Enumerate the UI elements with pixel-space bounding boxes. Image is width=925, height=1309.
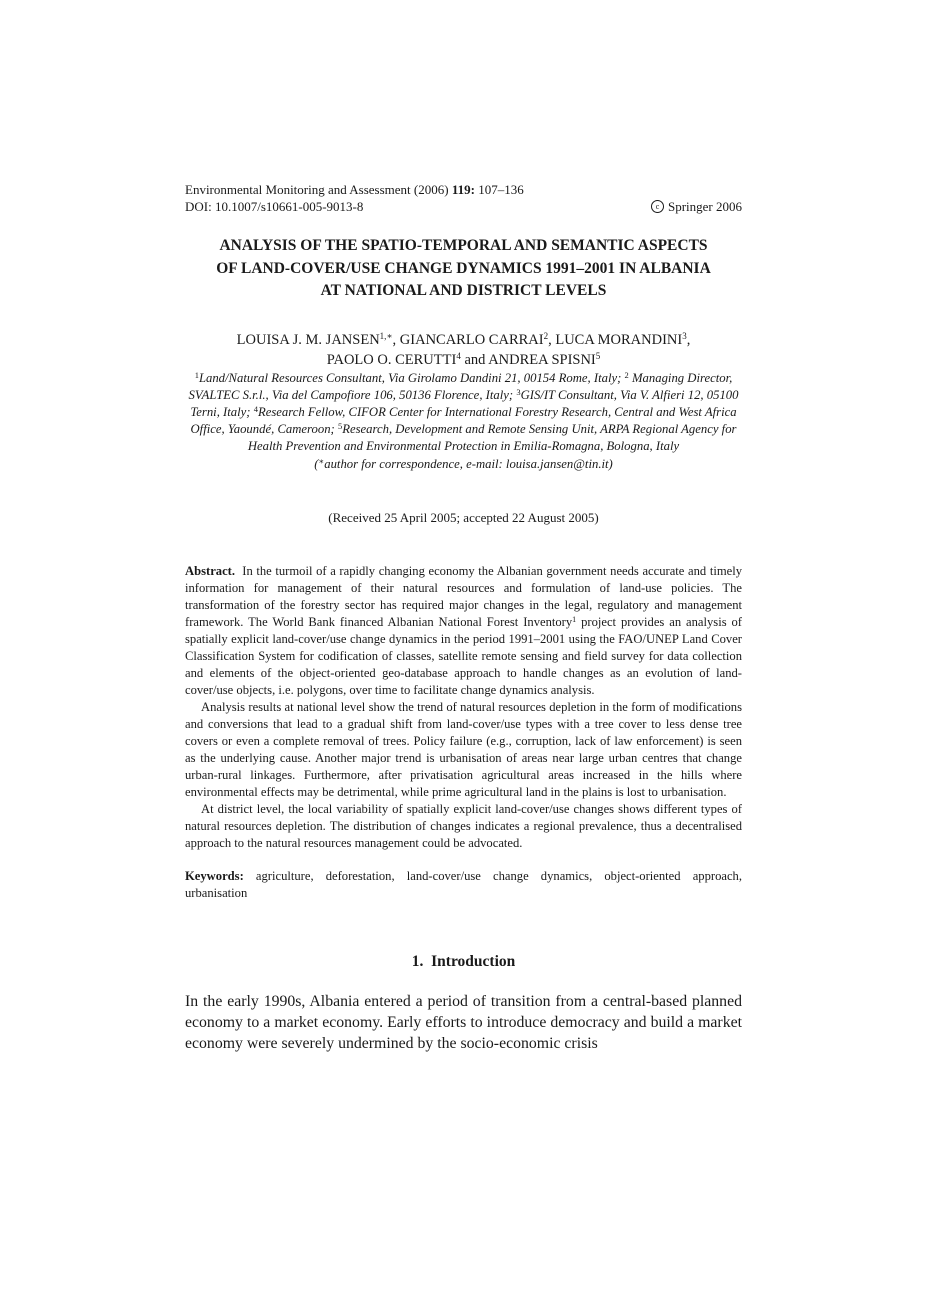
affiliation-sup: 3 <box>516 386 521 397</box>
affiliation-sup: 5 <box>337 421 343 432</box>
author-sup: 5 <box>595 350 601 361</box>
journal-volume: 119: <box>451 182 475 197</box>
paper-page <box>185 181 742 1054</box>
abstract-paragraph-1 <box>185 563 742 699</box>
keywords-text: agriculture, deforestation, land-cover/use change dynamics, object-oriented approach, urbanisation <box>185 868 743 900</box>
journal-pages: 107–136 <box>478 182 524 197</box>
author-separator: , <box>392 331 400 348</box>
title-line-1: ANALYSIS OF THE SPATIO-TEMPORAL AND SEMANTIC ASPECTS <box>219 237 708 254</box>
abstract <box>185 563 742 853</box>
affiliation-2: Managing Director, SVALTEC S.r.l., Via del Campofiore 106, 50136 Florence, Italy; <box>188 370 733 402</box>
doi-line <box>185 198 742 215</box>
affiliation-1: Land/Natural Resources Consultant, Via Girolamo Dandini 21, 00154 Rome, Italy; <box>198 370 622 385</box>
title-line-3: AT NATIONAL AND DISTRICT LEVELS <box>320 282 607 299</box>
introduction-body <box>185 991 742 1054</box>
paper-title <box>185 235 742 303</box>
abstract-paragraph-3: At district level, the local variability of spatially explicit land-cover/use changes shows different types of natural resources depletion. The distribution of changes indicates a regional prevalence, thus a decentralised approach to the natural resources management could be advocated. <box>185 802 742 851</box>
journal-name: Environmental Monitoring and Assessment (2006) <box>185 182 449 197</box>
author-separator: and <box>460 351 489 368</box>
keywords <box>185 868 742 902</box>
affiliation-sup: 4 <box>253 403 258 414</box>
author-name: PAOLO O. CERUTTI <box>326 351 457 368</box>
affiliations: $^1$Land/Natural Resources Consultant, Via Girolamo Dandini 21, 00154 Rome, Italy; $^2$ Managing Director, SVALTEC S.r.l., Via del Campofiore 106, 50136 Florence, Italy; $^3$GIS/IT Consultant, Via V. Alfieri 12, 05100 Terni, Italy; $^4$Research Fellow, CIFOR Center for International Forestry Research, Central and West Africa Office, Yaoundé, Cameroon; $^5$Research, Development and Remote Sensing Unit, ARPA Regional Agency for Health Prevention and Environmental Protection in Emilia-Romagna, Bologna, Italy (∗author for correspondence, e-mail: louisa.jansen@tin.it) <box>188 369 739 471</box>
section-heading: 1. Introduction <box>411 952 516 970</box>
journal-citation <box>185 181 524 198</box>
abstract-paragraph-2: Analysis results at national level show the trend of natural resources depletion in the form of modifications and conversions that lead to a gradual shift from land-cover/use types with a tree cover to less dense tree covers or even a complete removal of trees. Policy failure (e.g., corruption, lack of law enforcement) is seen as the underlying cause. Another major trend is urbanisation of areas near large urban centres that change urban-rural linkages. Furthermore, after privatisation agricultural areas increased in the hills where environmental effects may be detrimental, while prime agricultural land in the plains is lost to urbanisation. <box>185 700 742 800</box>
affiliation-5: Research, Development and Remote Sensing Unit, ARPA Regional Agency for Health Prevention and Environmental Protection in Emilia-Romagna, Bologna, Italy <box>247 422 737 454</box>
copyright-icon: c <box>651 200 664 213</box>
correspondence-email: author for correspondence, e-mail: louisa.jansen@tin.it <box>324 456 609 471</box>
doi: DOI: 10.1007/s10661-005-9013-8 <box>185 199 364 214</box>
introduction-paragraph: In the early 1990s, Albania entered a period of transition from a central-based planned economy to a market economy. Early efforts to introduce democracy and build a market economy were severely undermined by the socio-economic crisis <box>185 992 742 1052</box>
author-name: GIANCARLO CARRAI <box>399 331 544 348</box>
affiliation-sup: 1 <box>194 369 199 380</box>
keywords-label: Keywords: <box>185 868 244 883</box>
author-list <box>185 330 742 370</box>
title-line-2: OF LAND-COVER/USE CHANGE DYNAMICS 1991–2001 IN ALBANIA <box>216 259 711 277</box>
abstract-text-1a: In the turmoil of a rapidly changing economy the Albanian government needs accurate and timely information for management of their natural resources and formulation of land-use policies. The transformation of the forestry sector has required major changes in the legal, regulatory and management framework. The World Bank financed Albanian National Forest Inventory <box>185 563 743 629</box>
author-line-2 <box>185 350 742 370</box>
author-separator: , <box>548 331 556 348</box>
abstract-label: Abstract. <box>185 563 236 578</box>
author-name: LOUISA J. M. JANSEN <box>236 331 380 348</box>
author-line-1 <box>185 330 742 350</box>
author-sup: 1,∗ <box>379 330 393 341</box>
author-separator: , <box>686 331 691 348</box>
received-dates: (Received 25 April 2005; accepted 22 August 2005) <box>328 509 599 525</box>
publisher: Springer 2006 <box>667 199 742 214</box>
abstract-text-1b: project provides an analysis of spatially explicit land-cover/use change dynamics in the period 1991–2001 using the FAO/UNEP Land Cover Classification System for codification of classes, satellite remote sensing and field survey for data collection and elements of the object-oriented geo-database approach to handle changes as an evolution of land-cover/use objects, i.e. polygons, over time to facilitate change dynamics analysis. <box>185 614 742 698</box>
author-sup: 2 <box>543 330 549 341</box>
author-name: ANDREA SPISNI <box>488 351 596 368</box>
copyright <box>651 198 742 215</box>
author-name: LUCA MORANDINI <box>555 331 683 348</box>
author-sup: 4 <box>456 350 461 361</box>
author-sup: 3 <box>682 330 687 341</box>
affiliation-4: Research Fellow, CIFOR Center for International Forestry Research, Central and West Africa Office, Yaoundé, Cameroon; <box>190 404 737 437</box>
footnote-marker: 1 <box>572 614 577 624</box>
affiliation-3: GIS/IT Consultant, Via V. Alfieri 12, 05100 Terni, Italy; <box>190 387 739 419</box>
journal-header <box>185 181 742 198</box>
affiliation-sup: 2 <box>624 369 629 380</box>
correspondence-sup: ∗ <box>318 455 325 466</box>
